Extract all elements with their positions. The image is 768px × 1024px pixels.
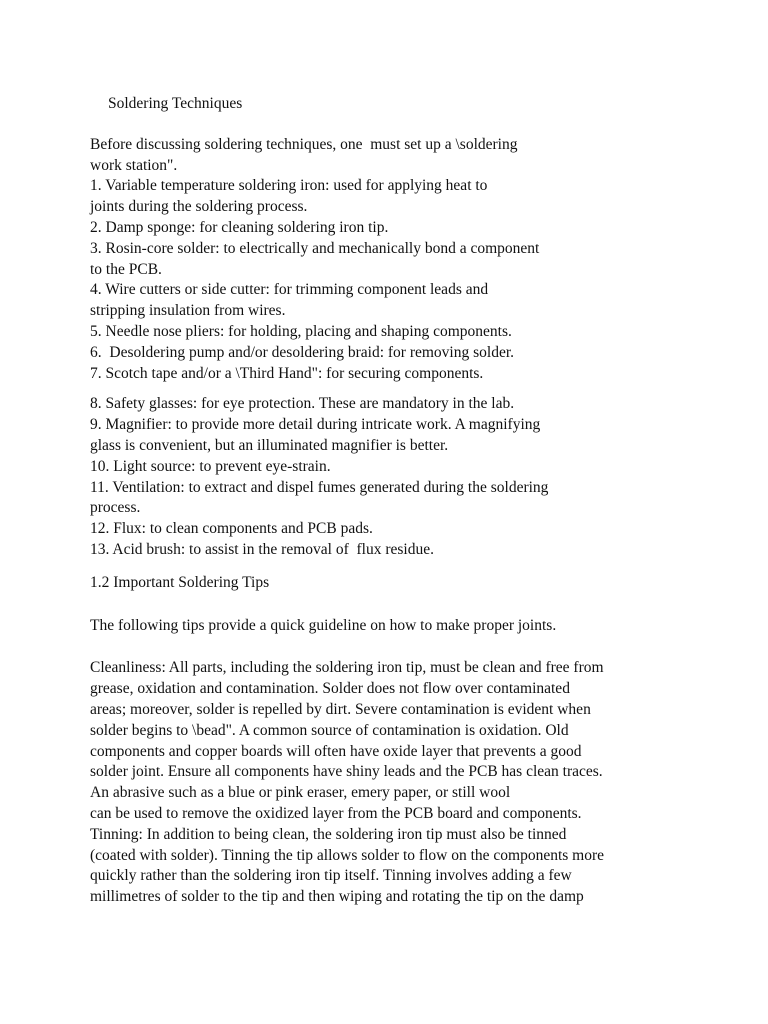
list-item-line: 1. Variable temperature soldering iron: used for applying heat to — [90, 177, 488, 195]
list-item-line: 12. Flux: to clean components and PCB pads. — [90, 520, 373, 538]
list-item-line: glass is convenient, but an illuminated magnifier is better. — [90, 436, 449, 454]
body-line: areas; moreover, solder is repelled by dirt. Severe contamination is evident when — [90, 700, 591, 718]
intro-line: work station". — [90, 156, 178, 174]
body-line: millimetres of solder to the tip and then wiping and rotating the tip on the damp — [90, 888, 584, 906]
body-line: solder begins to \bead". A common source of contamination is oxidation. Old — [90, 721, 569, 739]
list-item-line: 6. Desoldering pump and/or desoldering braid: for removing solder. — [90, 343, 515, 361]
list-item-line: 5. Needle nose pliers: for holding, placing and shaping components. — [90, 322, 512, 340]
section-heading: 1.2 Important Soldering Tips — [90, 573, 270, 591]
list-item-line: 8. Safety glasses: for eye protection. These are mandatory in the lab. — [90, 395, 515, 413]
list-item-line: 10. Light source: to prevent eye-strain. — [90, 457, 331, 475]
section-intro: The following tips provide a quick guideline on how to make proper joints. — [90, 616, 557, 634]
body-line: An abrasive such as a blue or pink eraser, emery paper, or still wool — [90, 784, 511, 802]
list-item-line: 13. Acid brush: to assist in the removal of flux residue. — [90, 540, 434, 558]
list-item-line: to the PCB. — [90, 260, 162, 278]
document-page — [90, 94, 730, 908]
intro-line: Before discussing soldering techniques, one must set up a \soldering — [90, 135, 518, 153]
body-line: Tinning: In addition to being clean, the soldering iron tip must also be tinned — [90, 825, 567, 843]
body-line: components and copper boards will often have oxide layer that prevents a good — [90, 742, 582, 760]
body-line: quickly rather than the soldering iron tip itself. Tinning involves adding a few — [90, 867, 572, 885]
list-item-line: 2. Damp sponge: for cleaning soldering iron tip. — [90, 218, 389, 236]
list-item-line: 3. Rosin-core solder: to electrically and mechanically bond a component — [90, 239, 540, 257]
list-item-line: 7. Scotch tape and/or a \Third Hand": for securing components. — [90, 364, 484, 382]
list-item-line: stripping insulation from wires. — [90, 302, 286, 320]
list-item-line: 9. Magnifier: to provide more detail during intricate work. A magnifying — [90, 416, 541, 434]
equipment-list-part-2 — [90, 394, 730, 560]
list-item-line: process. — [90, 499, 141, 517]
body-line: grease, oxidation and contamination. Solder does not flow over contaminated — [90, 680, 570, 698]
list-item-line: 4. Wire cutters or side cutter: for trimming component leads and — [90, 281, 489, 299]
body-paragraph — [90, 658, 730, 908]
intro-paragraph — [90, 135, 730, 177]
list-item-line: joints during the soldering process. — [90, 198, 308, 216]
body-line: Cleanliness: All parts, including the soldering iron tip, must be clean and free from — [90, 659, 604, 677]
document-title: Soldering Techniques — [108, 95, 243, 112]
body-line: solder joint. Ensure all components have shiny leads and the PCB has clean traces. — [90, 763, 603, 781]
list-item-line: 11. Ventilation: to extract and dispel fumes generated during the soldering — [90, 478, 549, 496]
body-line: (coated with solder). Tinning the tip allows solder to flow on the components more — [90, 846, 605, 864]
equipment-list-part-1 — [90, 176, 730, 384]
body-line: can be used to remove the oxidized layer from the PCB board and components. — [90, 804, 582, 822]
